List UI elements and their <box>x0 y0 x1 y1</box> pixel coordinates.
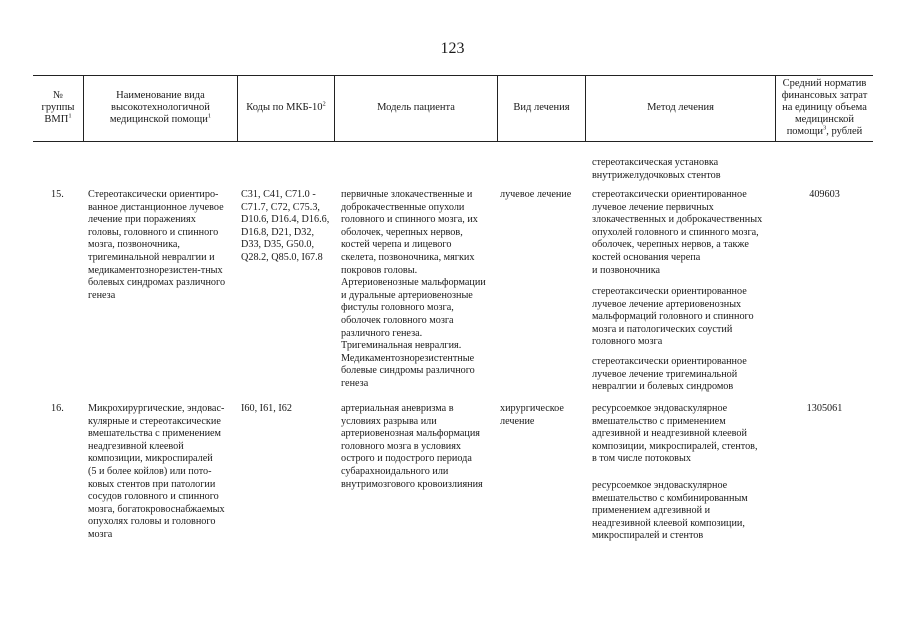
header-care-type: Наименование вида высокотехнологичной медицинской помощи$^1$ <box>109 90 212 125</box>
header-average-cost: Средний норматив финансовых затрат на единицу объема медицинской помощи$^3$, рублей <box>781 78 868 137</box>
row-average-cost: 1305061 <box>806 403 843 414</box>
row-method-item: ресурсоемкое эндоваскулярное вмешательство с применением адгезивной и неадгезивной клеевой композиции, микроспиралей, стентов, в том числе потоковых <box>592 403 758 465</box>
header-group-number: № группы ВМП$^1$ <box>41 90 75 125</box>
row-care-type-name: Стереотаксически ориентиро- ванное дистанционное лучевое лечение при поражениях головы, головного и спинного мозга, позвоночника, тригеминальной невралгии и медикаментознорезистен-тных болевых синдромах различного генеза <box>88 189 226 301</box>
header-bottom-rule <box>33 141 873 142</box>
row-patient-model: первичные злокачественные и доброкачественные опухоли головного и спинного мозга, их оболочек, черепных нервов, костей черепа и лицевого скелета, позвоночника, мягких покровов головы. Артериовенозные мальформации и дуральные артериовенозные фистулы головного мозга, оболочек головного мозга различного генеза. Тригеминальная невралгия. Медикаментознорезистентные болевые синдромы различного генеза <box>341 189 486 389</box>
row-average-cost: 409603 <box>809 189 840 200</box>
row-treatment-type: лучевое лечение <box>500 189 572 200</box>
carryover-method-text: стереотаксическая установка внутрижелудочковых стентов <box>592 157 721 181</box>
row-method-item: стереотаксически ориентированное лучевое лечение артериовенозных мальформаций головного и спинного мозга и патологических соустий головного мозга <box>592 286 754 348</box>
header-top-rule <box>33 75 873 76</box>
row-patient-model: артериальная аневризма в условиях разрыва или артериовенозная мальформация головного мозга в условиях острого и подострого периода субарахноидального или внутримозгового кровоизлияния <box>341 403 483 490</box>
row-treatment-type: хирургическое лечение <box>500 403 564 427</box>
header-patient-model: Модель пациента <box>377 102 455 113</box>
row-group-number: 15. <box>51 189 64 200</box>
header-treatment-method: Метод лечения <box>647 102 714 113</box>
page-number: 123 <box>440 40 465 57</box>
row-method-item: ресурсоемкое эндоваскулярное вмешательство с комбинированным применением адгезивной и неадгезивной клеевой композиции, микроспиралей и стентов <box>592 480 748 542</box>
header-icd-codes: Коды по МКБ-$10^2$ <box>246 100 326 113</box>
row-care-type-name: Микрохирургические, эндовас- кулярные и стереотаксические вмешательства с применением неадгезивной клеевой композиции, микроспиралей (5 и более койлов) или пото- ковых стентов при патологии сосудов головного и спинного мозга, богатокровоснабжаемых опухолях головы и головного мозга <box>88 403 225 540</box>
row-method-item: стереотаксически ориентированное лучевое лечение первичных злокачественных и доброкачественных опухолей головного и спинного мозга, оболочек, черепных нервов, а также костей основания черепа и позвоночника <box>592 189 763 276</box>
header-treatment-type: Вид лечения <box>513 102 570 113</box>
row-icd-codes: I60, I61, I62 <box>241 403 292 414</box>
row-group-number: 16. <box>51 403 64 414</box>
row-method-item: стереотаксически ориентированное лучевое лечение тригеминальной невралгии и болевых синдромов <box>592 356 747 393</box>
row-icd-codes: С31, С41, С71.0 - С71.7, С72, С75.3, D10.6, D16.4, D16.6, D16.8, D21, D32, D33, D35, G50.0, Q28.2, Q85.0, I67.8 <box>241 189 330 263</box>
